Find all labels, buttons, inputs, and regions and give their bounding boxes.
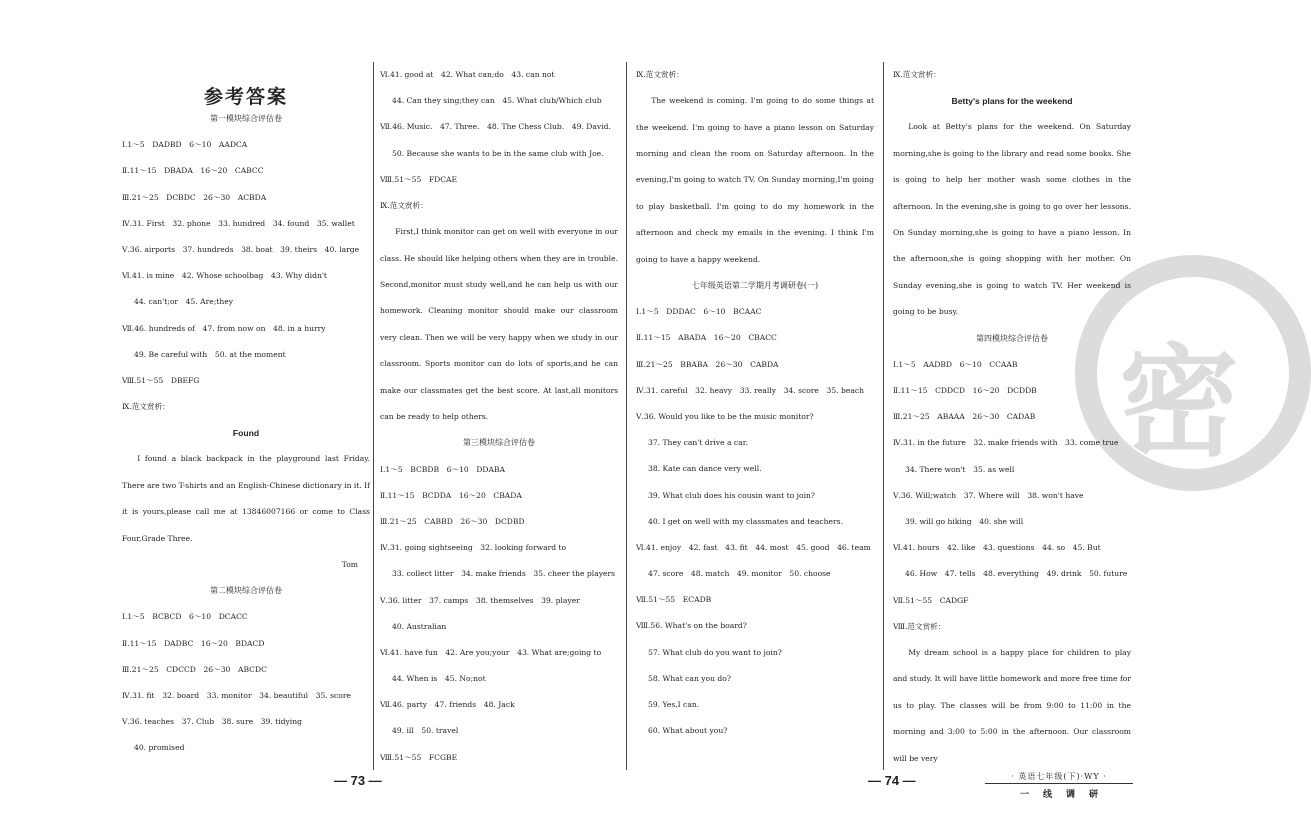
essay-paragraph: My dream school is a happy place for children to play and study. It will have little homework and more free time for us to play. The classes will be from 9:00 to 11:00 in the morning and 3:00 to 5:00 in the afternoon. Our classroom will be very [893,647,1131,763]
essay-paragraph: First,I think monitor can get on well with everyone in our class. He should like helping others when they are in trouble. Second,monitor must study well,and he can help us with our homework. Cleaning monitor should make our classroom very clean. Then we will be very happy when we study in our classroom. Sports monitor can do lots of sports,and he can make our classmates get the best score. At last,all monitors can be ready to help others. [380,227,618,421]
answer-line: Ⅰ.1～5 DADBD 6～10 AADCA [122,140,248,150]
answer-line: Ⅵ.41. hours 42. like 43. questions 44. so 45. But [893,543,1101,553]
answer-line: Ⅵ.41. enjoy 42. fast 43. fit 44. most 45. good 46. team [636,542,871,552]
answer-line: Ⅴ.36. teaches 37. Club 38. sure 39. tidying [122,717,302,727]
answer-line: Ⅸ.范文赏析： [636,70,684,79]
answer-line: 40. I get on well with my classmates and teachers. [648,516,843,526]
answer-line: 34. There won't 35. as well [905,464,1015,474]
essay-paragraph: The weekend is coming. I'm going to do some things at the weekend. I'm going to have a piano lesson on Saturday morning and clean the room on Saturday afternoon. In the evening,I'm going to watch TV. On Sunday morning,I'm going to play basketball. I'm going to do my homework in the afternoon and check my emails in the evening. I think I'm going to have a happy weekend. [636,96,874,264]
answer-line: Ⅱ.11～15 CDDCD 16～20 DCDDB [893,386,1037,395]
answer-line: 47. score 48. match 49. monitor 50. choose [648,569,831,579]
answer-line: Ⅳ.31. fit 32. board 33. monitor 34. beautiful 35. score [122,691,351,700]
section-heading-module-3: 第三模块综合评估卷 [463,438,535,448]
section-heading-module-2: 第二模块综合评估卷 [210,586,282,596]
answer-line: 40. promised [134,743,185,753]
answer-line: 57. What club do you want to join? [648,647,782,657]
answer-line: 59. Yes,I can. [648,700,700,710]
section-heading-monthly-test: 七年级英语第二学期月考调研卷(一) [691,281,819,291]
answer-line: Ⅶ.51～55 ECADB [636,595,712,605]
column-1 [122,62,370,762]
answer-line: 60. What about you? [648,726,728,736]
answer-line: 44. Can they sing;they can 45. What club/Which club [392,96,602,106]
answer-line: Ⅳ.31. going sightseeing 32. looking forward to [380,543,567,553]
answer-line: Ⅳ.31. First 32. phone 33. hundred 34. found 35. wallet [122,218,355,228]
answer-line: Ⅱ.11～15 DBADA 16～20 CABCC [122,166,264,176]
essay-paragraph: Look at Betty's plans for the weekend. On Saturday morning,she is going to the library and read some books. She is going to help her mother wash some clothes in the afternoon. In the evening,she is going to go over her lessons. On Sunday morning,she is going to have a piano lesson. In the afternoon,she is going shopping with her mother. On Sunday evening,she is going to watch TV. Her weekend is going to be busy. [893,122,1131,317]
section-heading-module-4: 第四模块综合评估卷 [976,333,1048,343]
answer-line: Ⅶ.46. hundreds of 47. from now on 48. in a hurry [122,323,326,333]
answer-line: 37. They can't drive a car. [648,438,748,448]
answer-line: Ⅴ.36. airports 37. hundreds 38. boat 39. theirs 40. large [122,244,360,254]
answer-line: 46. How 47. tells 48. everything 49. drink 50. future [905,569,1128,579]
essay-title-bettys-plans: Betty's plans for the weekend [951,96,1073,107]
answer-line: 50. Because she wants to be in the same club with Joe. [392,148,604,158]
brand-subject-line: · 英语七年级(下)·WY · [985,771,1133,784]
answer-line: Ⅱ.11～15 BCDDA 16～20 CBADA [380,490,522,500]
column-divider [883,62,884,770]
answer-line: Ⅶ.46. party 47. friends 48. Jack [380,700,515,710]
answer-line: Ⅷ.51～55 FDCAE [380,174,458,184]
section-heading-module-1: 第一模块综合评估卷 [210,114,282,123]
answer-line: Ⅰ.1～5 AADBD 6～10 CCAAB [893,359,1018,369]
answer-line: Ⅷ.51～55 DBEFG [122,375,200,385]
answer-line: Ⅸ.范文赏析： [122,402,170,412]
answer-line: 49. Be careful with 50. at the moment [134,349,286,359]
answer-line: 39. will go hiking 40. she will [905,516,1024,526]
answer-line: 58. What can you do? [648,673,731,683]
answer-line: Ⅵ.41. have fun 42. Are you;your 43. What are;going to [380,647,602,657]
page-title: 参考答案 [203,86,288,108]
answer-line: Ⅲ.21～25 BBABA 26～30 CABDA [636,359,779,369]
answer-line: Ⅵ.41. good at 42. What can;do 43. can not [380,70,555,79]
answer-line: 49. ill 50. travel [392,726,459,736]
answer-line: 33. collect litter 34. make friends 35. cheer the players [392,569,616,579]
column-2 [380,62,618,771]
answer-line: Ⅷ.51～55 FCGBE [380,752,458,762]
answer-line: Ⅸ.范文赏析： [893,70,941,79]
column-4 [893,62,1131,772]
answer-line: Ⅳ.31. in the future 32. make friends with 33. come true [893,438,1119,448]
answer-line: Ⅲ.21～25 ABAAA 26～30 CADAB [893,412,1036,422]
page-number-left: — 73 — [334,773,382,788]
answer-line: Ⅳ.31. careful 32. heavy 33. really 34. score 35. beach [636,385,865,395]
answer-line: Ⅱ.11～15 ABADA 16～20 CBACC [636,333,777,343]
answer-line: 44. can't;or 45. Are;they [134,297,234,307]
answer-line: Ⅰ.1～5 BCBCD 6～10 DCACC [122,612,248,622]
answer-line: Ⅷ.范文赏析： [893,621,946,631]
answer-line: Ⅰ.1～5 DDDAC 6～10 BCAAC [636,307,762,317]
essay-signature: Tom [341,560,358,570]
column-divider [373,62,374,770]
answer-line: Ⅲ.21～25 CABBD 26～30 DCDBD [380,516,525,526]
answer-line: Ⅵ.41. is mine 42. Whose schoolbag 43. Why didn't [122,271,327,281]
answer-line: Ⅶ.46. Music. 47. Three. 48. The Chess Club. 49. David. [380,122,611,132]
answer-line: Ⅱ.11～15 DADBC 16～20 BDACD [122,638,265,648]
page-number-right: — 74 — [868,773,916,788]
answer-line: Ⅸ.范文赏析： [380,200,428,210]
answer-line: 40. Australian [392,621,447,631]
answer-line: Ⅶ.51～55 CADGF [893,595,969,605]
answer-line: Ⅰ.1～5 BCBDB 6～10 DDABA [380,464,506,474]
watermark-glyph: 密 [1119,334,1239,473]
column-3 [636,62,874,744]
essay-paragraph: I found a black backpack in the playground last Friday. There are two T-shirts and an English-Chinese dictionary in it. If it is yours,please call me at 13846007166 or come to Class Four,Grade Three. [122,454,370,543]
brand-name: 一线调研 [1019,790,1112,800]
essay-title-found: Found [232,428,260,439]
column-divider [626,62,627,770]
answer-line: Ⅴ.36. Would you like to be the music monitor? [636,411,814,421]
answer-line: Ⅴ.36. Will;watch 37. Where will 38. won't have [893,490,1084,500]
answer-line: Ⅴ.36. litter 37. camps 38. themselves 39. player [380,595,580,605]
answer-line: Ⅲ.21～25 CDCCD 26～30 ABCDC [122,664,267,674]
answer-line: 44. When is 45. No;not [392,674,486,684]
answer-line: Ⅷ.56. What's on the board? [636,621,747,631]
answer-line: 38. Kate can dance very well. [648,464,762,474]
publisher-brand [985,771,1133,800]
answer-line: Ⅲ.21～25 DCBDC 26～30 ACBDA [122,192,267,202]
answer-line: 39. What club does his cousin want to join? [648,490,815,500]
